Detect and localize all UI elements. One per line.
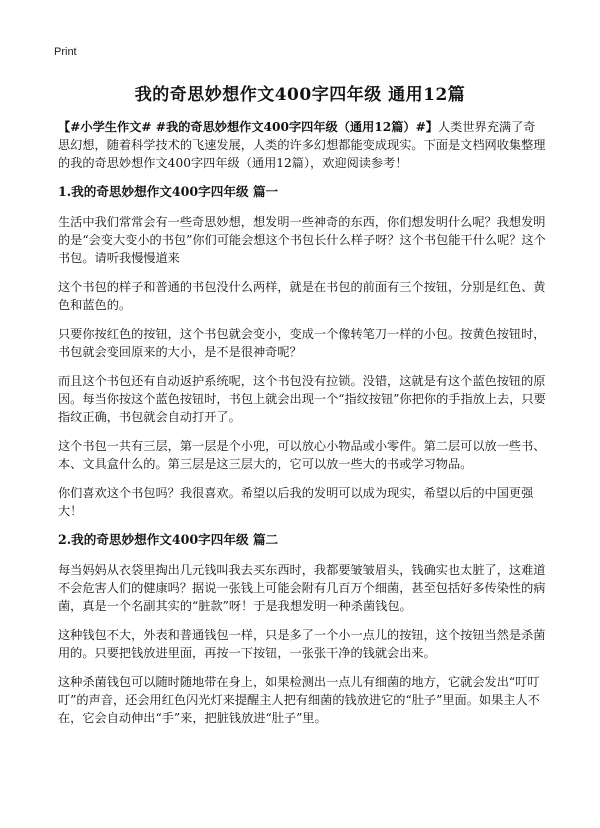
page-title: 我的奇思妙想作文400字四年级 通用12篇 bbox=[134, 85, 466, 105]
paragraph: 你们喜欢这个书包吗？我很喜欢。希望以后我的发明可以成为现实，希望以后的中国更强大！ bbox=[58, 486, 534, 518]
intro-text: 人类世界充满了奇思幻想，随着科学技术的飞速发展，人类的许多幻想都能变成现实。下面是文档网收集整理的我的奇思妙想作文400字四年级（通用12篇），欢迎阅读参考！ bbox=[58, 120, 546, 170]
document-body bbox=[58, 118, 546, 738]
paragraph: 每当妈妈从衣袋里掏出几元钱叫我去买东西时，我都要皱皱眉头，钱确实也太脏了，这难道不会危害人们的健康吗？据说一张钱上可能会附有几百万个细菌，甚至包括好多传染性的病菌，真是一个名副其实的“脏款”呀！于是我想发明一种杀菌钱包。 bbox=[58, 563, 546, 613]
intro-paragraph bbox=[58, 118, 546, 172]
print-label: Print bbox=[54, 46, 77, 58]
paragraph: 这个书包一共有三层，第一层是个小兜，可以放心小物品或小零件。第二层可以放一些书、本、文具盒什么的。第三层是这三层大的，它可以放一些大的书或学习物品。 bbox=[58, 439, 546, 471]
paragraph: 这个书包的样子和普通的书包没什么两样，就是在书包的前面有三个按钮，分别是红色、黄色和蓝色的。 bbox=[58, 280, 546, 312]
section-1 bbox=[58, 183, 546, 520]
paragraph: 这种杀菌钱包可以随时随地带在身上，如果检测出一点儿有细菌的地方，它就会发出“叮叮叮”的声音，还会用红色闪光灯来提醒主人把有细菌的钱放进它的“肚子”里面。如果主人不在，它会自动伸出“手”来，把脏钱放进“肚子”里。 bbox=[58, 675, 540, 725]
intro-tag: 【#小学生作文# #我的奇思妙想作文400字四年级（通用12篇）#】 bbox=[58, 120, 438, 134]
paragraph: 而且这个书包还有自动返护系统呢，这个书包没有拉锁。没错，这就是有这个蓝色按钮的原因。每当你按这个蓝色按钮时，书包上就会出现一个“指纹按钮”你把你的手指放上去，只要指纹正确，书包就会自动打开了。 bbox=[58, 374, 546, 424]
section-2 bbox=[58, 531, 546, 727]
paragraph: 只要你按红色的按钮，这个书包就会变小，变成一个像转笔刀一样的小包。按黄色按钮时，书包就会变回原来的大小，是不是很神奇呢？ bbox=[58, 327, 546, 359]
section-heading: 2.我的奇思妙想作文400字四年级 篇二 bbox=[58, 532, 279, 547]
paragraph: 这种钱包不大，外表和普通钱包一样，只是多了一个小一点儿的按钮，这个按钮当然是杀菌用的。只要把钱放进里面，再按一下按钮，一张张干净的钱就会出来。 bbox=[58, 628, 546, 660]
paragraph: 生活中我们常常会有一些奇思妙想，想发明一些神奇的东西，你们想发明什么呢？我想发明的是“会变大变小的书包”你们可能会想这个书包长什么样子呀？这个书包能干什么呢？这个书包。请听我慢慢道来 bbox=[58, 215, 546, 265]
section-heading: 1.我的奇思妙想作文400字四年级 篇一 bbox=[58, 184, 279, 199]
